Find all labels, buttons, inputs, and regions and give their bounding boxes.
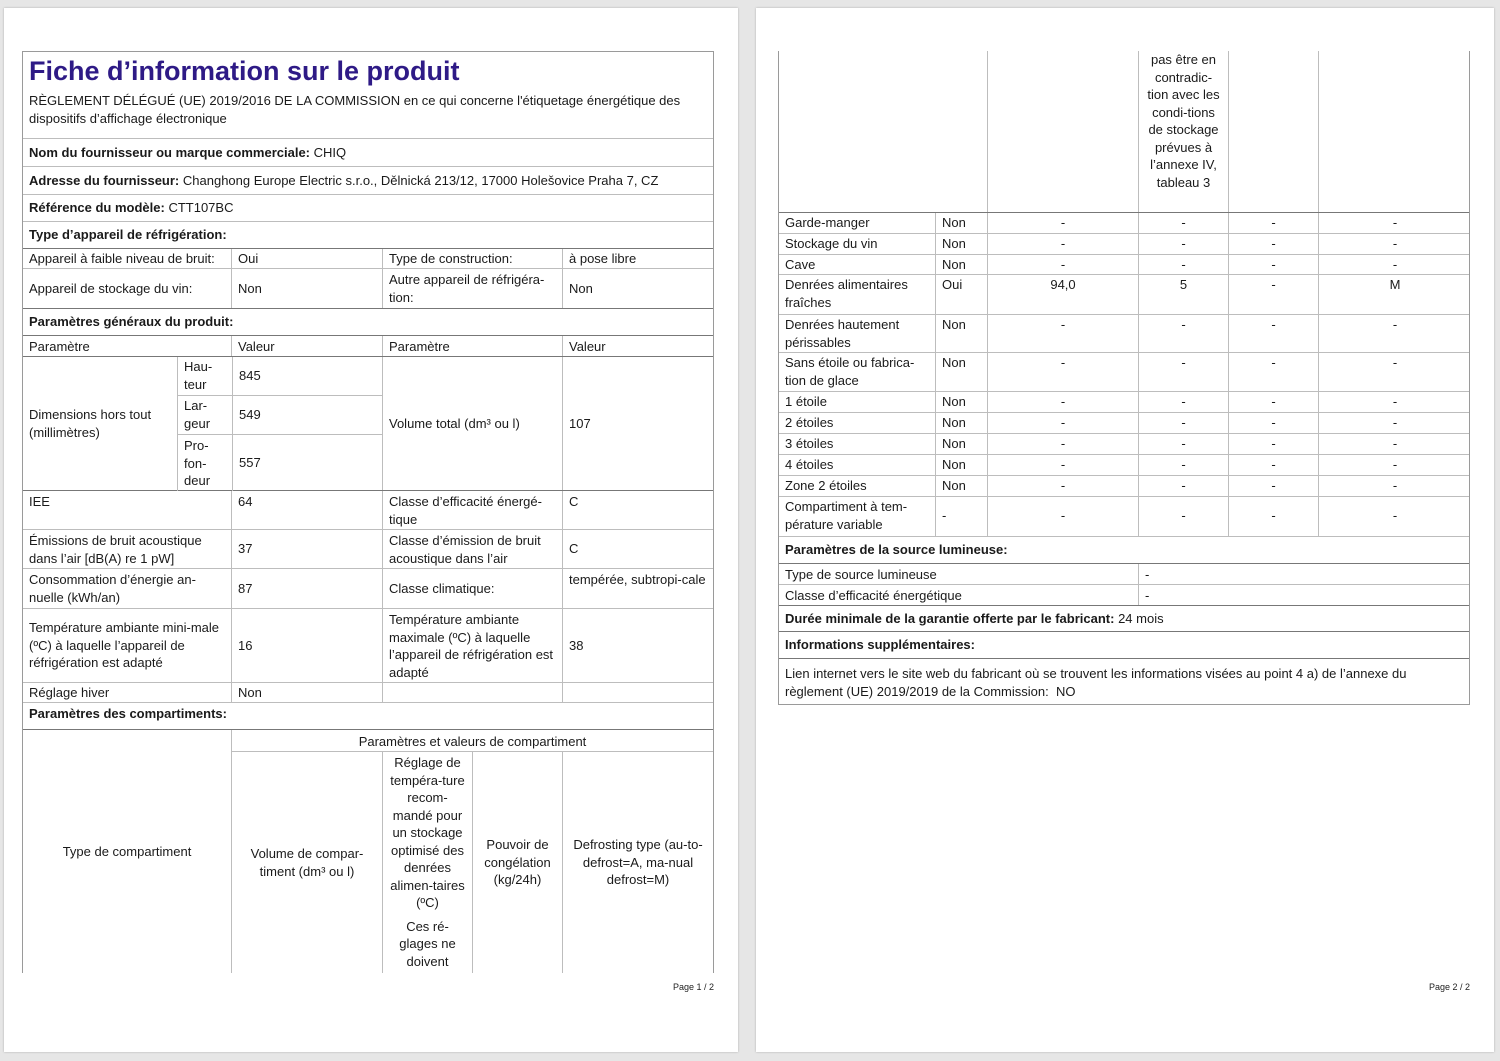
value-col-header-2: Valeur [562, 336, 713, 356]
compartment-present: - [935, 497, 987, 536]
page-1 [4, 8, 738, 1052]
iee-row [23, 491, 713, 530]
warranty-label: Durée minimale de la garantie offerte par le fabricant: [785, 610, 1115, 626]
info-value: NO [1055, 683, 1076, 699]
compartment-defrost: - [1318, 476, 1471, 496]
compartment-volume: 94,0 [987, 275, 1138, 314]
noise-class-label: Classe d’émission de bruit acoustique dans l’air [382, 530, 562, 568]
compartment-present: Non [935, 455, 987, 475]
compartment-temp: - [1138, 315, 1228, 352]
compartment-temp: - [1138, 234, 1228, 254]
compartment-name: Garde-manger [785, 215, 870, 230]
compartment-freeze: - [1228, 497, 1318, 536]
compartment-volume: - [987, 392, 1138, 412]
consumption-value: 87 [231, 569, 382, 608]
compartment-freeze: - [1228, 234, 1318, 254]
compartment-temp: - [1138, 476, 1228, 496]
compartment-defrost: - [1318, 234, 1471, 254]
light-type-value: - [1138, 564, 1469, 584]
type-heading-row [23, 222, 713, 249]
winter-label: Réglage hiver [29, 685, 110, 700]
low-noise-row [23, 249, 713, 269]
compartment-name: 3 étoiles [785, 436, 834, 451]
compartment-volume: - [987, 413, 1138, 433]
page-2 [756, 8, 1494, 1052]
width-label: Lar-geur [184, 398, 211, 431]
compartment-name: Zone 2 étoiles [785, 478, 867, 493]
compartment-name: Cave [785, 257, 816, 272]
info-heading: Informations supplémentaires: [785, 637, 975, 653]
compartment-row [779, 315, 1469, 353]
climate-label: Classe climatique: [382, 569, 562, 608]
compartment-temp: - [1138, 213, 1228, 233]
height-value: 845 [232, 357, 382, 395]
compartment-row [779, 392, 1469, 413]
page-title: Fiche d’information sur le produit [29, 56, 460, 86]
winter-value: Non [231, 683, 382, 702]
compartment-freeze: - [1228, 413, 1318, 433]
depth-value: 557 [232, 435, 382, 491]
warranty-value: 24 mois [1118, 610, 1164, 626]
compartment-name: 2 étoiles [785, 415, 834, 430]
volume-label: Volume total (dm³ ou l) [382, 357, 562, 490]
compartment-name: 4 étoiles [785, 457, 834, 472]
compartment-name: Stockage du vin [785, 236, 878, 251]
compartment-row [779, 213, 1469, 234]
light-class-row [779, 585, 1469, 606]
light-type-label: Type de source lumineuse [785, 567, 937, 582]
compartment-name: Denrées hautement périssables [785, 317, 900, 350]
general-heading-row [23, 309, 713, 336]
page-number: Page 1 / 2 [672, 982, 714, 992]
compartment-temp: - [1138, 455, 1228, 475]
wine-row [23, 269, 713, 309]
compartment-defrost-header: Defrosting type (au-to-defrost=A, ma-nual defrost=M) [562, 752, 713, 973]
compartment-defrost: - [1318, 497, 1471, 536]
noise-row [23, 530, 713, 569]
compartment-freeze: - [1228, 213, 1318, 233]
compartment-volume: - [987, 213, 1138, 233]
max-temp-value: 38 [562, 609, 713, 682]
title-block [23, 52, 713, 139]
compartment-defrost: - [1318, 413, 1471, 433]
compartment-temp: - [1138, 434, 1228, 454]
depth-label: Pro-fon-deur [184, 438, 211, 488]
min-temp-value: 16 [231, 609, 382, 682]
product-info-table-continued [778, 51, 1470, 705]
compartment-freeze: - [1228, 392, 1318, 412]
compartment-present: Non [935, 392, 987, 412]
compartments-heading-row [23, 703, 713, 730]
light-class-label: Classe d’efficacité énergétique [785, 588, 962, 603]
compartment-volume-header: Volume de compar-timent (dm³ ou l) [231, 752, 382, 973]
compartment-volume: - [987, 255, 1138, 274]
consumption-row [23, 569, 713, 609]
compartment-header [23, 730, 713, 973]
address-value: Changhong Europe Electric s.r.o., Dělnická 213/12, 17000 Holešovice Praha 7, CZ [182, 172, 659, 188]
compartment-defrost: - [1318, 315, 1471, 352]
compartment-row [779, 234, 1469, 255]
general-heading: Paramètres généraux du produit: [29, 314, 234, 330]
efficiency-class-label: Classe d’efficacité énergé-tique [382, 491, 562, 529]
model-label: Référence du modèle: [29, 200, 165, 216]
compartment-temp: - [1138, 413, 1228, 433]
warranty-row [779, 606, 1469, 632]
light-heading-row [779, 537, 1469, 564]
compartment-name: Denrées alimentaires fraîches [785, 277, 908, 310]
compartment-volume: - [987, 234, 1138, 254]
info-heading-row [779, 632, 1469, 659]
climate-value: tempérée, subtropi-cale [562, 569, 713, 608]
compartment-freeze: - [1228, 434, 1318, 454]
param-col-header-2: Paramètre [382, 336, 562, 356]
compartment-temp: - [1138, 353, 1228, 391]
compartment-temp-header: Réglage de tempéra-ture recom-mandé pour un stockage optimisé des denrées alimen-taires (ºC) [390, 755, 465, 910]
compartment-present: Non [935, 476, 987, 496]
temp-note-continued: pas être en contradic-tion avec les condi-tions de stockage prévues à l’annexe IV, tableau 3 [1138, 51, 1228, 212]
winter-row [23, 683, 713, 703]
iee-label: IEE [29, 494, 50, 509]
other-appliance-value: Non [562, 269, 713, 308]
supplier-label: Nom du fournisseur ou marque commerciale: [29, 144, 311, 160]
compartment-volume: - [987, 476, 1138, 496]
compartment-defrost: - [1318, 255, 1471, 274]
supplier-value: CHIQ [313, 144, 347, 160]
compartment-defrost: - [1318, 213, 1471, 233]
compartment-freeze: - [1228, 275, 1318, 314]
compartment-present: Non [935, 413, 987, 433]
compartment-present: Non [935, 213, 987, 233]
noise-label: Émissions de bruit acoustique dans l’air [dB(A) re 1 pW] [29, 533, 202, 566]
compartment-defrost: - [1318, 455, 1471, 475]
compartment-temp: - [1138, 497, 1228, 536]
compartment-present: Non [935, 434, 987, 454]
compartment-present: Non [935, 255, 987, 274]
info-row [779, 659, 1469, 705]
compartment-temp: 5 [1138, 275, 1228, 314]
construction-value: à pose libre [562, 249, 713, 268]
compartment-temp-note: Ces ré-glages ne doivent [399, 918, 456, 969]
compartment-row [779, 275, 1469, 315]
compartment-name: Compartiment à tem-pérature variable [785, 499, 908, 532]
compartments-heading: Paramètres des compartiments: [29, 706, 227, 721]
compartment-volume: - [987, 455, 1138, 475]
compartment-defrost: - [1318, 353, 1471, 391]
compartment-freeze: - [1228, 353, 1318, 391]
construction-label: Type de construction: [382, 249, 562, 268]
continuation-row [779, 51, 1469, 213]
supplier-row [23, 139, 713, 167]
iee-value: 64 [231, 491, 382, 529]
compartment-defrost: - [1318, 392, 1471, 412]
compartment-row [779, 476, 1469, 497]
page-number-2: Page 2 / 2 [1428, 982, 1470, 992]
compartment-volume: - [987, 353, 1138, 391]
wine-value: Non [231, 269, 382, 308]
compartment-freeze: - [1228, 255, 1318, 274]
compartment-row [779, 353, 1469, 392]
compartment-freeze-header: Pouvoir de congélation (kg/24h) [472, 752, 562, 973]
compartment-present: Non [935, 353, 987, 391]
product-info-table [22, 51, 714, 973]
compartment-row [779, 455, 1469, 476]
noise-value: 37 [231, 530, 382, 568]
compartment-freeze: - [1228, 455, 1318, 475]
compartment-freeze: - [1228, 476, 1318, 496]
height-label: Hau-teur [184, 359, 213, 392]
compartment-temp: - [1138, 392, 1228, 412]
compartment-volume: - [987, 434, 1138, 454]
model-row [23, 195, 713, 222]
compartment-present: Non [935, 315, 987, 352]
compartment-name: Sans étoile ou fabrica-tion de glace [785, 355, 915, 388]
compartment-volume: - [987, 315, 1138, 352]
light-type-row [779, 564, 1469, 585]
compartment-type-header: Type de compartiment [62, 843, 192, 859]
param-col-header: Paramètre [29, 339, 90, 354]
compartment-defrost: M [1318, 275, 1471, 314]
model-value: CTT107BC [168, 200, 234, 216]
temperature-row [23, 609, 713, 683]
address-label: Adresse du fournisseur: [29, 172, 180, 188]
min-temp-label: Température ambiante mini-male (ºC) à laquelle l’appareil de réfrigération est adapté [29, 620, 220, 671]
compartment-freeze: - [1228, 315, 1318, 352]
param-header-row [23, 336, 713, 357]
info-text: Lien internet vers le site web du fabricant où se trouvent les informations visées au point 4 a) de l’annexe du règlement (UE) 2019/2019 de la Commission: [785, 666, 1407, 699]
compartment-row [779, 255, 1469, 275]
light-class-value: - [1138, 585, 1469, 605]
low-noise-value: Oui [231, 249, 382, 268]
type-heading: Type d’appareil de réfrigération: [29, 227, 227, 243]
max-temp-label: Température ambiante maximale (ºC) à laquelle l’appareil de réfrigération est adapté [382, 609, 562, 682]
consumption-label: Consommation d’énergie an-nuelle (kWh/an) [29, 572, 196, 605]
wine-label: Appareil de stockage du vin: [29, 280, 193, 296]
other-appliance-label: Autre appareil de réfrigéra-tion: [382, 269, 562, 308]
compartment-present: Oui [935, 275, 987, 314]
compartment-row [779, 497, 1469, 537]
address-row [23, 167, 713, 195]
compartment-row [779, 434, 1469, 455]
light-heading: Paramètres de la source lumineuse: [785, 542, 1008, 558]
compartment-volume: - [987, 497, 1138, 536]
compartment-defrost: - [1318, 434, 1471, 454]
compartment-params-header: Paramètres et valeurs de compartiment [358, 734, 587, 749]
regulation-text: RÈGLEMENT DÉLÉGUÉ (UE) 2019/2016 DE LA COMMISSION en ce qui concerne l'étiquetage énergétique des dispositifs d’affichage électronique [29, 93, 681, 126]
dimensions-row [23, 357, 713, 491]
compartment-row [779, 413, 1469, 434]
width-value: 549 [232, 396, 382, 434]
volume-value: 107 [562, 357, 713, 490]
low-noise-label: Appareil à faible niveau de bruit: [29, 251, 215, 266]
efficiency-class-value: C [562, 491, 713, 529]
compartment-name: 1 étoile [785, 394, 827, 409]
compartment-temp: - [1138, 255, 1228, 274]
dimensions-label: Dimensions hors tout (millimètres) [29, 407, 152, 440]
noise-class-value: C [562, 530, 713, 568]
value-col-header: Valeur [231, 336, 382, 356]
compartment-present: Non [935, 234, 987, 254]
